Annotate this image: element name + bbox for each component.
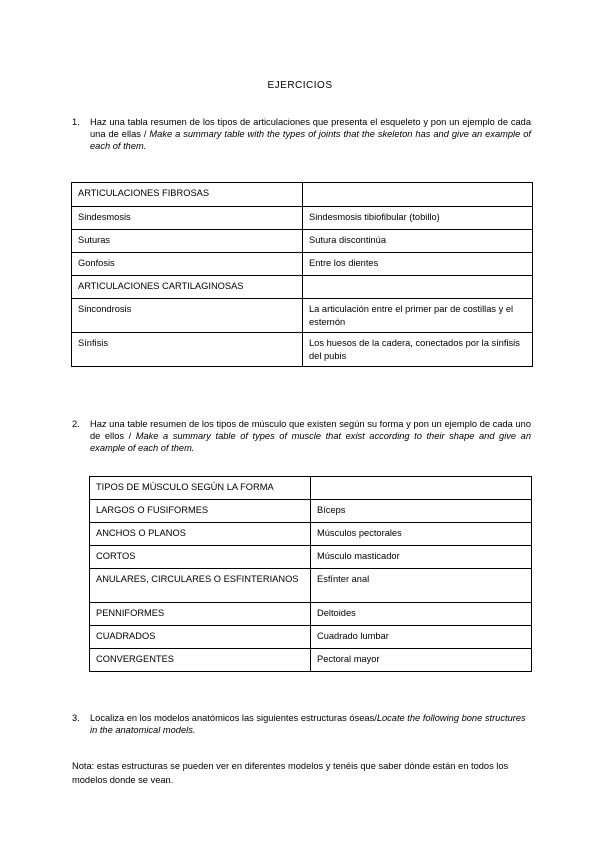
table-cell-example xyxy=(303,183,533,207)
table-cell-type: CONVERGENTES xyxy=(90,649,311,672)
table-row xyxy=(72,299,533,333)
table-cell-example: La articulación entre el primer par de costillas y el esternón xyxy=(303,299,533,333)
table-cell-type: ARTICULACIONES FIBROSAS xyxy=(72,183,303,207)
table-cell-example: Los huesos de la cadera, conectados por la sínfisis del pubis xyxy=(303,333,533,367)
table-cell-type: Sindesmosis xyxy=(72,207,303,230)
table-cell-example xyxy=(303,276,533,299)
table-row xyxy=(72,207,533,230)
table-cell-type: ANCHOS O PLANOS xyxy=(90,523,311,546)
table-cell-example: Pectoral mayor xyxy=(311,649,532,672)
table-cell-type: Sínfisis xyxy=(72,333,303,367)
question-text-es: Haz una tabla resumen de los tipos de articulaciones que presenta el esqueleto y pon un ejemplo de cada una de ellas / xyxy=(90,117,531,140)
table-row xyxy=(72,253,533,276)
table-cell-type: CORTOS xyxy=(90,546,311,569)
table-row xyxy=(90,626,532,649)
table-row xyxy=(72,183,533,207)
table-row xyxy=(90,500,532,523)
table-row xyxy=(90,603,532,626)
question-number: 2. xyxy=(72,419,80,429)
muscle-table xyxy=(89,476,532,672)
question-text-en: Make a summary table of types of muscle that exist according to their shape and give an example of each of them. xyxy=(90,431,531,454)
table-cell-type: ANULARES, CIRCULARES O ESFINTERIANOS xyxy=(90,569,311,603)
table-cell-type: ARTICULACIONES CARTILAGINOSAS xyxy=(72,276,303,299)
table-cell-type: PENNIFORMES xyxy=(90,603,311,626)
table-cell-example: Entre los dientes xyxy=(303,253,533,276)
table-cell-type: Sincondrosis xyxy=(72,299,303,333)
table-cell-example: Sutura discontinúa xyxy=(303,230,533,253)
table-row xyxy=(90,477,532,500)
table-cell-type: CUADRADOS xyxy=(90,626,311,649)
table-row xyxy=(72,230,533,253)
question-text-en: Locate the following bone structures in the anatomical models. xyxy=(90,713,526,736)
question-3 xyxy=(72,712,531,736)
table-row xyxy=(90,523,532,546)
table-cell-example: Sindesmosis tibiofibular (tobillo) xyxy=(303,207,533,230)
table-row xyxy=(72,276,533,299)
table-cell-example: Bíceps xyxy=(311,500,532,523)
table-cell-example: Músculo masticador xyxy=(311,546,532,569)
question-number: 3. xyxy=(72,713,80,723)
question-text-en: Make a summary table with the types of joints that the skeleton has and give an example of each of them. xyxy=(90,129,531,152)
table-row xyxy=(90,569,532,603)
question-number: 1. xyxy=(72,117,80,127)
table-cell-example: Cuadrado lumbar xyxy=(311,626,532,649)
page-title: EJERCICIOS xyxy=(267,80,333,91)
table-cell-example: Músculos pectorales xyxy=(311,523,532,546)
question-text-es: Localiza en los modelos anatómicos las siguientes estructuras óseas/ xyxy=(90,713,377,723)
table-cell-type: TIPOS DE MÚSCULO SEGÚN LA FORMA xyxy=(90,477,311,500)
table-row xyxy=(72,333,533,367)
question-2 xyxy=(72,418,531,455)
question-1 xyxy=(72,116,531,153)
table-cell-type: LARGOS O FUSIFORMES xyxy=(90,500,311,523)
table-cell-example: Esfínter anal xyxy=(311,569,532,603)
table-row xyxy=(90,649,532,672)
note: Nota: estas estructuras se pueden ver en diferentes modelos y tenéis que saber dónde están en todos los modelos donde se vean. xyxy=(72,761,509,785)
table-cell-type: Gonfosis xyxy=(72,253,303,276)
table-cell-example xyxy=(311,477,532,500)
table-cell-type: Suturas xyxy=(72,230,303,253)
table-row xyxy=(90,546,532,569)
question-text-es: Haz una table resumen de los tipos de músculo que existen según su forma y pon un ejemplo de cada uno de ellos / xyxy=(90,419,531,442)
table-cell-example: Deltoides xyxy=(311,603,532,626)
joints-table xyxy=(71,182,533,367)
